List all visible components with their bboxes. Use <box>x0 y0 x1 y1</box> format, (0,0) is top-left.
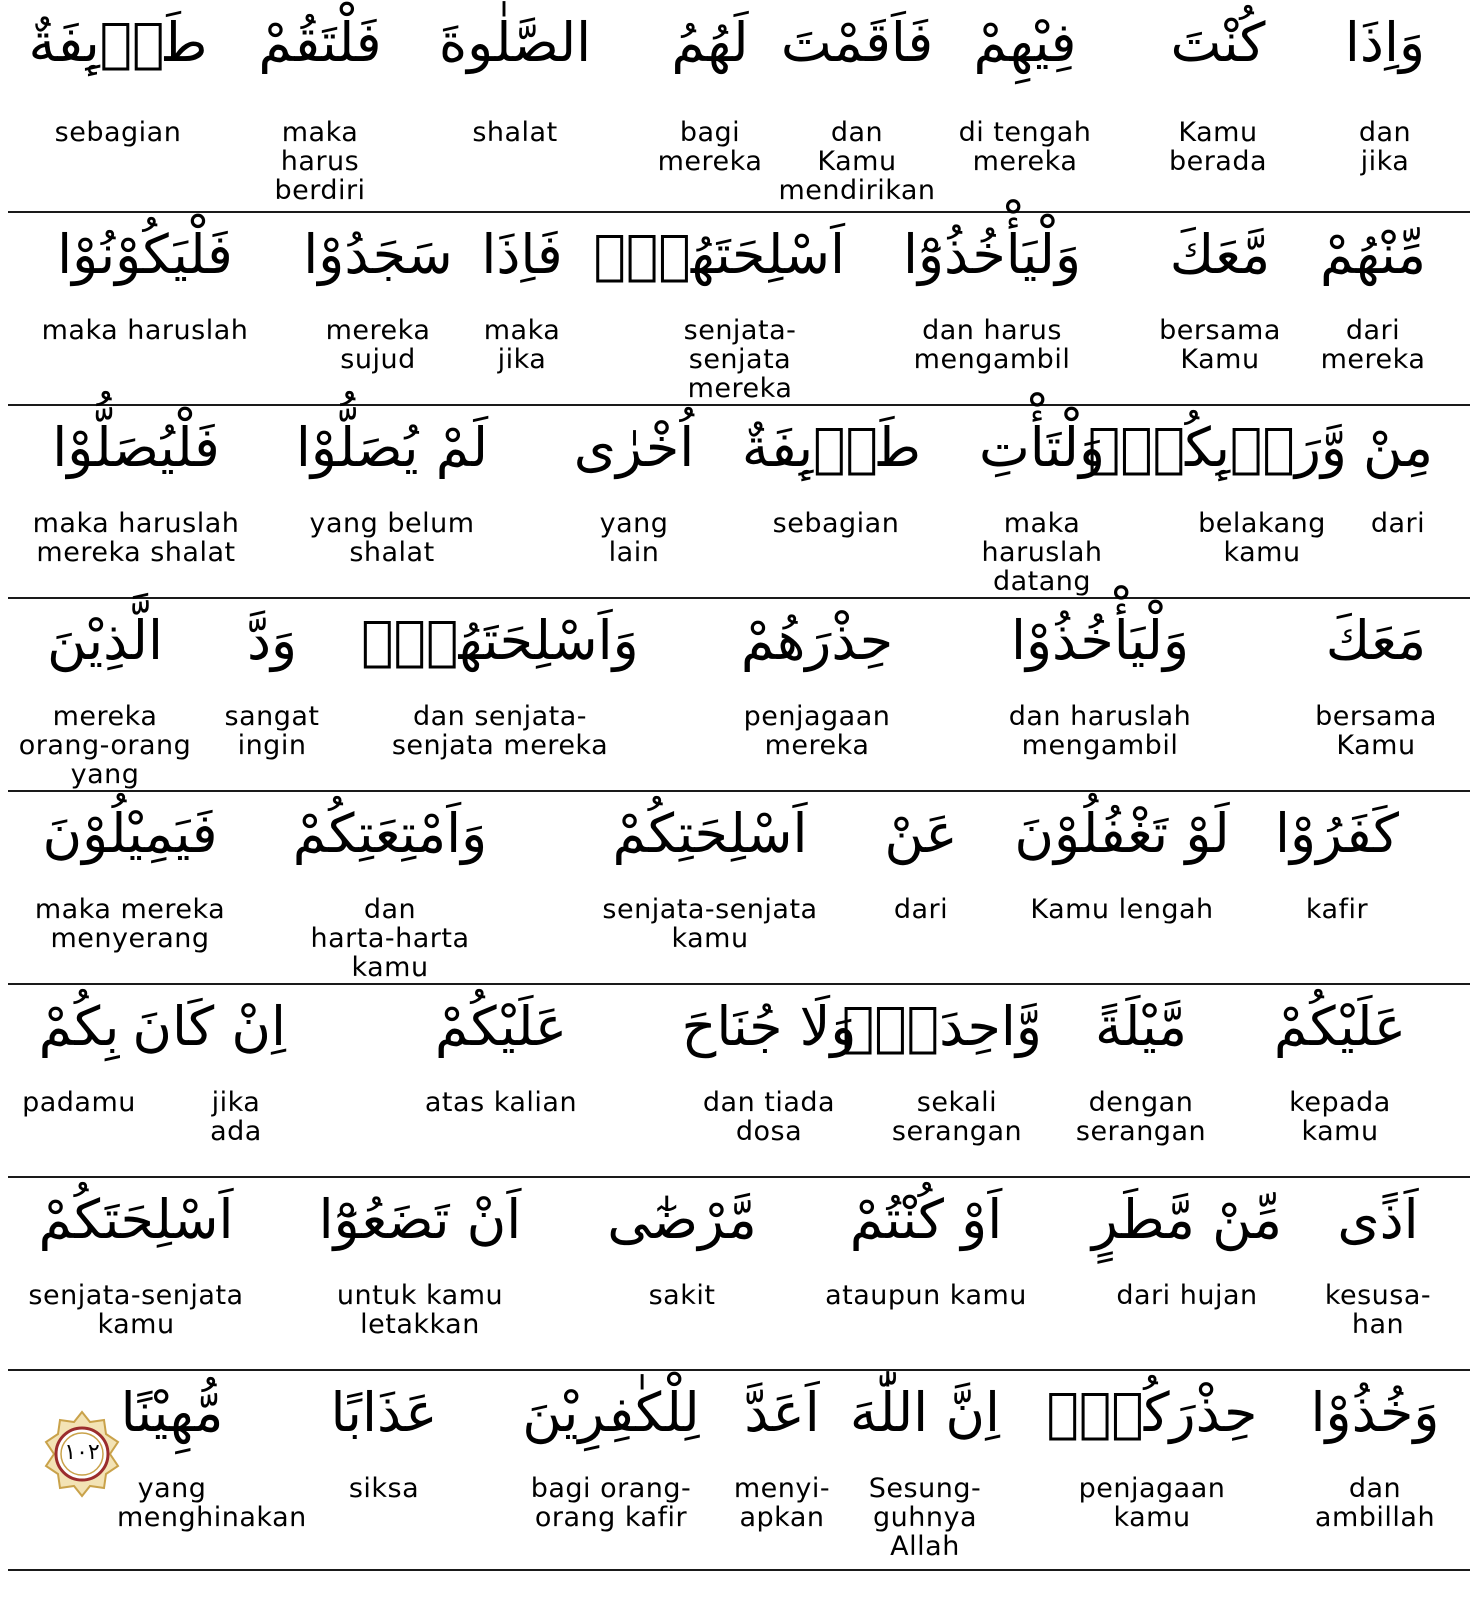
arabic-word: مَّيْلَةً <box>1094 995 1188 1058</box>
translation-text: siksa <box>348 1473 420 1504</box>
word-cell <box>1087 405 1347 598</box>
translation-text: shalat <box>472 117 558 148</box>
word-cell <box>290 791 490 984</box>
arabic-word: مِّنْ مَّطَرٍ <box>1091 1188 1283 1251</box>
word-cell <box>1037 1370 1267 1570</box>
arabic-word: وَّاحِدَةًۗ <box>841 995 1042 1058</box>
word-cell <box>23 0 213 212</box>
word-cell <box>225 0 415 212</box>
word-cell <box>871 791 971 984</box>
arabic-word: وَلْيَأْخُذُوْا <box>1010 609 1190 672</box>
translation-text: yang belum shalat <box>309 508 475 568</box>
word-cell <box>1135 212 1305 405</box>
translation-text: senjata-senjata kamu <box>602 894 818 954</box>
word-cell <box>957 405 1127 598</box>
word-cell <box>1300 1370 1450 1570</box>
word-cell <box>117 1370 307 1570</box>
translation-text: untuk kamu letakkan <box>336 1280 504 1340</box>
arabic-word: سَجَدُوْا <box>303 223 453 286</box>
word-cell <box>207 598 337 791</box>
translation-text: dan harus mengambil <box>913 315 1071 375</box>
word-row <box>0 984 1483 1177</box>
translation-text: dan harta-harta kamu <box>310 894 470 983</box>
word-cell <box>772 0 942 212</box>
word-cell <box>511 1370 711 1570</box>
arabic-word: فَلْتَقُمْ <box>258 11 382 74</box>
arabic-word: وَلَا جُنَاحَ <box>681 995 857 1058</box>
translation-text: sekali serangan <box>891 1087 1023 1147</box>
translation-text: padamu <box>22 1087 136 1118</box>
word-cell <box>925 0 1125 212</box>
word-cell <box>1056 984 1226 1177</box>
arabic-word: وَاِذَا <box>1344 11 1426 74</box>
translation-text: di tengah mereka <box>958 117 1092 177</box>
word-cell <box>1308 1177 1448 1370</box>
word-row <box>0 1177 1483 1370</box>
arabic-word: وَاَسْلِحَتَهُمْۚ <box>361 609 639 672</box>
arabic-word: وَلْتَأْتِ <box>978 416 1106 479</box>
word-cell <box>360 598 640 791</box>
word-cell <box>1353 405 1443 598</box>
row-divider <box>8 1569 1470 1571</box>
word-cell <box>1310 0 1460 212</box>
word-cell <box>985 598 1215 791</box>
word-cell <box>539 405 729 598</box>
translation-text: ataupun kamu <box>825 1280 1027 1311</box>
translation-text: dan haruslah mengambil <box>1008 701 1192 761</box>
arabic-word: وَاَمْتِعَتِكُمْ <box>292 802 488 865</box>
word-cell <box>1087 1177 1287 1370</box>
translation-text: maka haruslah mereka shalat <box>32 508 240 568</box>
arabic-word: مُّهِيْنًا <box>120 1381 224 1444</box>
ayah-number: ١٠٢ <box>64 1440 100 1465</box>
arabic-word: مَّعَكَ <box>1169 223 1271 286</box>
word-cell <box>1123 0 1313 212</box>
word-cell <box>597 1177 767 1370</box>
translation-text: bagi orang- orang kafir <box>530 1473 692 1533</box>
translation-text: atas kalian <box>424 1087 578 1118</box>
arabic-word: كُنْتَ <box>1170 11 1266 74</box>
translation-text: bersama Kamu <box>1159 315 1281 375</box>
word-cell <box>593 212 845 405</box>
arabic-word: فِيْهِمْ <box>973 11 1077 74</box>
arabic-word: طَاۤىِٕفَةٌ <box>741 416 921 479</box>
translation-text: sebagian <box>772 508 900 539</box>
translation-text: dan tiada dosa <box>702 1087 836 1147</box>
arabic-word: عَنْ <box>884 802 958 865</box>
translation-text: maka harus berdiri <box>274 117 366 206</box>
arabic-word: مِّنْهُمْ <box>1319 223 1427 286</box>
word-row <box>0 598 1483 791</box>
translation-text: Kamu berada <box>1168 117 1268 177</box>
word-cell <box>687 598 947 791</box>
translation-text: senjata- senjata mereka <box>683 315 797 404</box>
word-cell <box>415 0 615 212</box>
arabic-word: اَسْلِحَتَكُمْ <box>38 1188 234 1251</box>
word-row <box>0 212 1483 405</box>
word-cell <box>1298 212 1448 405</box>
translation-text: jika ada <box>210 1087 262 1147</box>
translation-text: yang menghinakan <box>117 1473 307 1533</box>
translation-text: dari <box>1370 508 1426 539</box>
word-cell <box>299 1370 469 1570</box>
arabic-word: فَلْيُصَلُّوْا <box>52 416 220 479</box>
arabic-word: اِنَّ اللّٰهَ <box>849 1381 1000 1444</box>
arabic-word: فَاَقَمْتَ <box>780 11 934 74</box>
translation-text: dari mereka <box>1320 315 1426 375</box>
arabic-word: لِلْكٰفِرِيْنَ <box>522 1381 700 1444</box>
word-cell <box>305 1177 535 1370</box>
arabic-word: طَاۤىِٕفَةٌ <box>28 11 208 74</box>
word-cell <box>1255 984 1425 1177</box>
word-cell <box>381 984 621 1177</box>
translation-text: menyi- apkan <box>733 1473 831 1533</box>
arabic-word: وَلْيَأْخُذُوْٓا <box>902 223 1082 286</box>
arabic-word: الَّذِيْنَ <box>47 609 163 672</box>
arabic-word: اَنْ تَضَعُوْٓا <box>318 1188 522 1251</box>
translation-text: sebagian <box>54 117 182 148</box>
word-cell <box>717 1370 847 1570</box>
arabic-word: اَعَدَّ <box>744 1381 820 1444</box>
word-cell <box>669 984 869 1177</box>
arabic-word: عَلَيْكُمْ <box>1273 995 1407 1058</box>
translation-text: maka haruslah <box>41 315 249 346</box>
arabic-word: اَوْ كُنْتُمْ <box>849 1188 1003 1251</box>
word-cell <box>635 0 785 212</box>
translation-text: senjata-senjata kamu <box>28 1280 244 1340</box>
translation-text: dengan serangan <box>1075 1087 1207 1147</box>
arabic-word: اَذًى <box>1337 1188 1419 1251</box>
arabic-word: وَخُذُوْا <box>1310 1381 1440 1444</box>
word-cell <box>1247 791 1427 984</box>
ayah-end-marker <box>44 1410 120 1498</box>
word-cell <box>16 405 256 598</box>
word-cell <box>132 984 286 1177</box>
arabic-word: لَهُمُ <box>671 11 749 74</box>
word-cell <box>292 405 492 598</box>
arabic-word: فَيَمِيْلُوْنَ <box>42 802 218 865</box>
word-cell <box>580 791 840 984</box>
word-cell <box>457 212 587 405</box>
arabic-word: لَمْ يُصَلُّوْا <box>295 416 489 479</box>
arabic-word: فَاِذَا <box>481 223 563 286</box>
translation-text: kafir <box>1305 894 1369 925</box>
translation-text: sakit <box>648 1280 716 1311</box>
word-row <box>0 405 1483 598</box>
arabic-word: عَذَابًا <box>330 1381 438 1444</box>
word-row <box>0 791 1483 984</box>
translation-text: Kamu lengah <box>1030 894 1214 925</box>
translation-text: maka mereka menyerang <box>34 894 226 954</box>
translation-text: dari hujan <box>1116 1280 1258 1311</box>
arabic-word: اَسْلِحَتَهُمْۗ <box>593 223 845 286</box>
translation-text: yang lain <box>599 508 669 568</box>
translation-text: dan jika <box>1358 117 1412 177</box>
arabic-word: حِذْرَهُمْ <box>740 609 894 672</box>
translation-text: bagi mereka <box>657 117 763 177</box>
word-cell <box>850 1370 1000 1570</box>
translation-text: kepada kamu <box>1289 1087 1391 1147</box>
arabic-word: اُخْرٰى <box>573 416 695 479</box>
translation-text: bersama Kamu <box>1315 701 1437 761</box>
word-row <box>0 1370 1483 1570</box>
translation-text: maka jika <box>483 315 561 375</box>
arabic-word: الصَّلٰوةَ <box>438 11 592 74</box>
word-cell <box>741 405 921 598</box>
word-cell <box>5 598 205 791</box>
translation-text: kesusa- han <box>1324 1280 1432 1340</box>
word-cell <box>298 212 458 405</box>
arabic-word: حِذْرَكُمْۗ <box>1046 1381 1258 1444</box>
arabic-word: عَلَيْكُمْ <box>434 995 568 1058</box>
word-cell <box>14 984 144 1177</box>
translation-text: dan Kamu mendirikan <box>778 117 936 206</box>
word-cell <box>882 212 1102 405</box>
word-cell <box>6 1177 266 1370</box>
word-cell <box>841 984 1042 1177</box>
translation-text: belakang kamu <box>1198 508 1326 568</box>
translation-text: sangat ingin <box>224 701 320 761</box>
arabic-word: وَدَّ <box>246 609 298 672</box>
word-cell <box>1296 598 1456 791</box>
translation-text: Sesung- guhnya Allah <box>868 1473 982 1562</box>
translation-text: mereka orang-orang yang <box>18 701 192 790</box>
arabic-word: مَعَكَ <box>1325 609 1427 672</box>
translation-text: mereka sujud <box>325 315 431 375</box>
arabic-word: فَلْيَكُوْنُوْا <box>57 223 233 286</box>
translation-text: dari <box>893 894 949 925</box>
arabic-word: بِكُمْ <box>38 995 120 1058</box>
arabic-word: مِنْ <box>1362 416 1434 479</box>
arabic-word: مَّرْضٰٓى <box>607 1188 757 1251</box>
arabic-word: لَوْ تَغْفُلُوْنَ <box>1014 802 1230 865</box>
translation-text: maka haruslah datang <box>981 508 1103 597</box>
word-cell <box>15 791 245 984</box>
arabic-word: كَفَرُوْا <box>1275 802 1399 865</box>
translation-text: penjagaan mereka <box>743 701 891 761</box>
word-row <box>0 0 1483 212</box>
word-cell <box>20 212 270 405</box>
arabic-word: وَّرَاۤىِٕكُمْۖ <box>1087 416 1347 479</box>
word-cell <box>801 1177 1051 1370</box>
translation-text: dan senjata- senjata mereka <box>391 701 609 761</box>
translation-text: dan ambillah <box>1314 1473 1436 1533</box>
arabic-word: اَسْلِحَتِكُمْ <box>612 802 808 865</box>
arabic-word: اِنْ كَانَ <box>132 995 286 1058</box>
word-cell <box>1012 791 1232 984</box>
translation-text: penjagaan kamu <box>1078 1473 1226 1533</box>
